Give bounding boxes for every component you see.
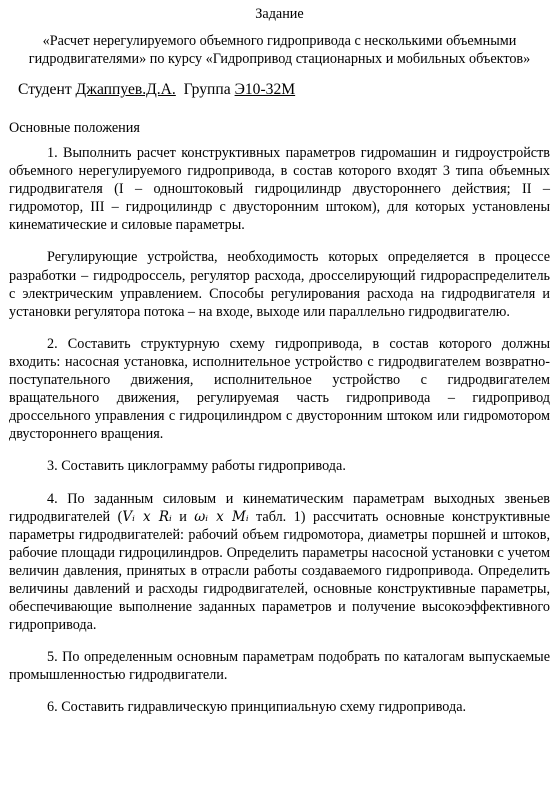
section-heading: Основные положения (9, 120, 140, 136)
paragraph-3: 2. Составить структурную схему гидропривода, в состав которого должны входить: насосная установка, исполнительное устройство с гидродвигателем возвратно-поступательного движения, исполнительное устройство с гидродвигателем вращательного движения, регулируемая часть гидропривода – гидропривод дроссельного управления с гидроцилиндром с двусторонним штоком или гидромотором двустороннего вращения. (9, 335, 550, 443)
group-label: Группа (183, 81, 231, 98)
paragraph-7: 6. Составить гидравлическую принципиальную схему гидропривода. (47, 699, 467, 716)
paragraph-2: Регулирующие устройства, необходимость которых определяется в процессе разработки – гидродроссель, регулятор расхода, дросселирующий гидрораспределитель с электрическим управлением. Способы регулирования расхода на гидродвигателя и установки регулятора потока – на входе, выходе или параллельно гидродвигателю. (9, 249, 550, 320)
paragraph-5 (9, 490, 550, 635)
student-line (18, 81, 550, 99)
student-label: Студент (18, 81, 72, 98)
paragraph-1: 1. Выполнить расчет конструктивных параметров гидромашин и гидроустройств объемного нерегулируемого гидропривода, в состав которого входят 3 типа объемных гидродвигателя (I – одноштоковый гидроцилиндр двустороннего действия; II – гидромотор, III – гидроцилиндр с двусторонним штоком), для которых установлены кинематические и силовые параметры. (9, 145, 550, 234)
student-name: Джаппуев.Д.А. (75, 81, 176, 98)
paragraph-5-text-c: табл. 1) рассчитать основные конструктивные параметры гидродвигателей: рабочий объем гидромотора, диаметры поршней и штоков, рабочие площади гидроцилиндров. Определить параметры насосной установки с учетом величин давления, принятых в отрасли работы создаваемого гидропривода. Определить величины давлений и расходы гидродвигателей, основные конструктивные параметры, обеспечивающие выполнение заданных параметров и получение высокоэффективного гидропривода. (9, 508, 550, 634)
document-title: Задание (255, 6, 304, 22)
group-value: Э10-32М (234, 81, 296, 98)
document-page (0, 5, 558, 804)
formula-rotary: ωᵢ x Mᵢ (194, 508, 249, 525)
paragraph-5-text-a: 4. По заданным силовым и кинематическим параметрам выходных звеньев гидродвигателей ( (9, 490, 550, 525)
paragraph-4: 3. Составить циклограмму работы гидропривода. (47, 458, 346, 475)
paragraph-5-text-b: и (171, 508, 195, 525)
document-subtitle: «Расчет нерегулируемого объемного гидропривода с несколькими объемными гидродвигателями» по курсу «Гидропривод стационарных и мобильных объектов» (28, 33, 531, 67)
paragraph-6: 5. По определенным основным параметрам подобрать по каталогам выпускаемые промышленностью гидродвигатели. (9, 649, 550, 684)
formula-linear: Vᵢ x Rᵢ (122, 508, 172, 525)
